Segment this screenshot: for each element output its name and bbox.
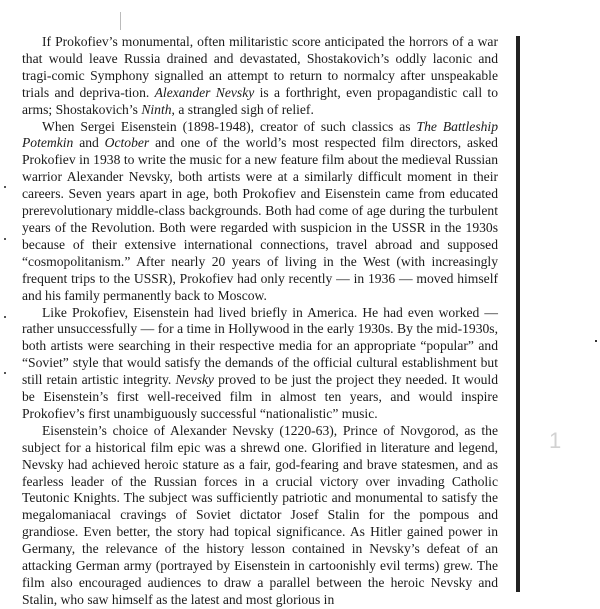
italic-title-text: October xyxy=(104,135,150,151)
paragraph-text: is a forthright, even propagandistic call to arms; Shostakovich’s xyxy=(22,84,498,117)
paragraph-text: and xyxy=(73,135,105,151)
italic-title-text: Alexander Nevsky xyxy=(154,84,255,100)
paragraph xyxy=(22,305,498,423)
scan-edge-mark xyxy=(4,186,6,188)
paragraph xyxy=(22,423,498,609)
italic-title-text: Nevsky xyxy=(175,372,214,388)
paragraph-text: proved to be just the project they needed. It would be Eisenstein’s first well-received film in almost ten years, and would inspire Prokofiev’s first unambiguously successful “nationalistic” music. xyxy=(22,372,498,421)
paragraph xyxy=(22,34,498,119)
body-text-column xyxy=(22,34,498,609)
paragraph-text: and one of the world’s most respected film directors, asked Prokofiev in 1938 to write the music for a new feature film about the medieval Russian warrior Alexander Nevsky, both artists were at a similarly difficult moment in their careers. Seven years apart in age, both Prokofiev and Eisenstein came from educated prerevolutionary middle-class backgrounds. Both had come of age during the turbulent years of the Revolution. Both were regarded with suspicion in the USSR in the 1930s because of their extensive international connections, travel abroad and supposed “cosmopolitanism.” After nearly 20 years of living in the West (with increasingly frequent trips to the USSR), Prokofiev had only recently — in 1936 — moved himself and his family permanently back to Moscow. xyxy=(22,135,498,303)
page-number: 1 xyxy=(549,428,562,453)
scan-tick-mark xyxy=(120,12,121,30)
italic-title-text: Ninth xyxy=(141,101,172,117)
italic-title-text: The Battleship Potemkin xyxy=(22,118,498,151)
margin-rule xyxy=(516,36,520,592)
paragraph-text: If Prokofiev’s monumental, often militaristic score anticipated the horrors of a war that would leave Russia drained and devastated, Shostakovich’s oddly laconic and tragi-comic Symphony signalled an attempt to return to normalcy after unspeakable trials and depriva-tion. xyxy=(22,34,498,100)
paragraph-text: Like Prokofiev, Eisenstein had lived briefly in America. He had even worked — rather unsuccessfully — for a time in Hollywood in the early 1930s. By the mid-1930s, both artists were searching in their respective media for an appropriate “popular” and “Soviet” style that would satisfy the demands of the official cultural establishment but still retain artistic integrity. xyxy=(22,304,498,388)
scan-edge-mark xyxy=(4,372,6,374)
scan-edge-mark xyxy=(4,316,6,318)
scan-speck xyxy=(595,340,597,342)
paragraph-text: , a strangled sigh of relief. xyxy=(171,101,314,117)
paragraph-text: When Sergei Eisenstein (1898-1948), creator of such classics as xyxy=(42,118,417,134)
paragraph-text: Eisenstein’s choice of Alexander Nevsky (1220-63), Prince of Novgorod, as the subject for a historical film epic was a shrewd one. Glorified in literature and legend, Nevsky had achieved heroic stature as a fair, god-fearing and brave statesmen, and as fearless leader of the Russian forces in a crucial victory over invading Catholic Teutonic Knights. The subject was sufficiently patriotic and monumental to satisfy the megalomaniacal cravings of Soviet dictator Josef Stalin for the pompous and grandiose. Even better, the story had topical significance. As Hitler gained power in Germany, the relevance of the history lesson contained in Nevsky’s defeat of an attacking German army (portrayed by Eisenstein in cartoonishly evil terms) grew. The film also encouraged audiences to draw a parallel between the heroic Nevsky and Stalin, who saw himself as the latest and most glorious in xyxy=(22,422,498,607)
scan-edge-mark xyxy=(4,238,6,240)
paragraph xyxy=(22,119,498,305)
